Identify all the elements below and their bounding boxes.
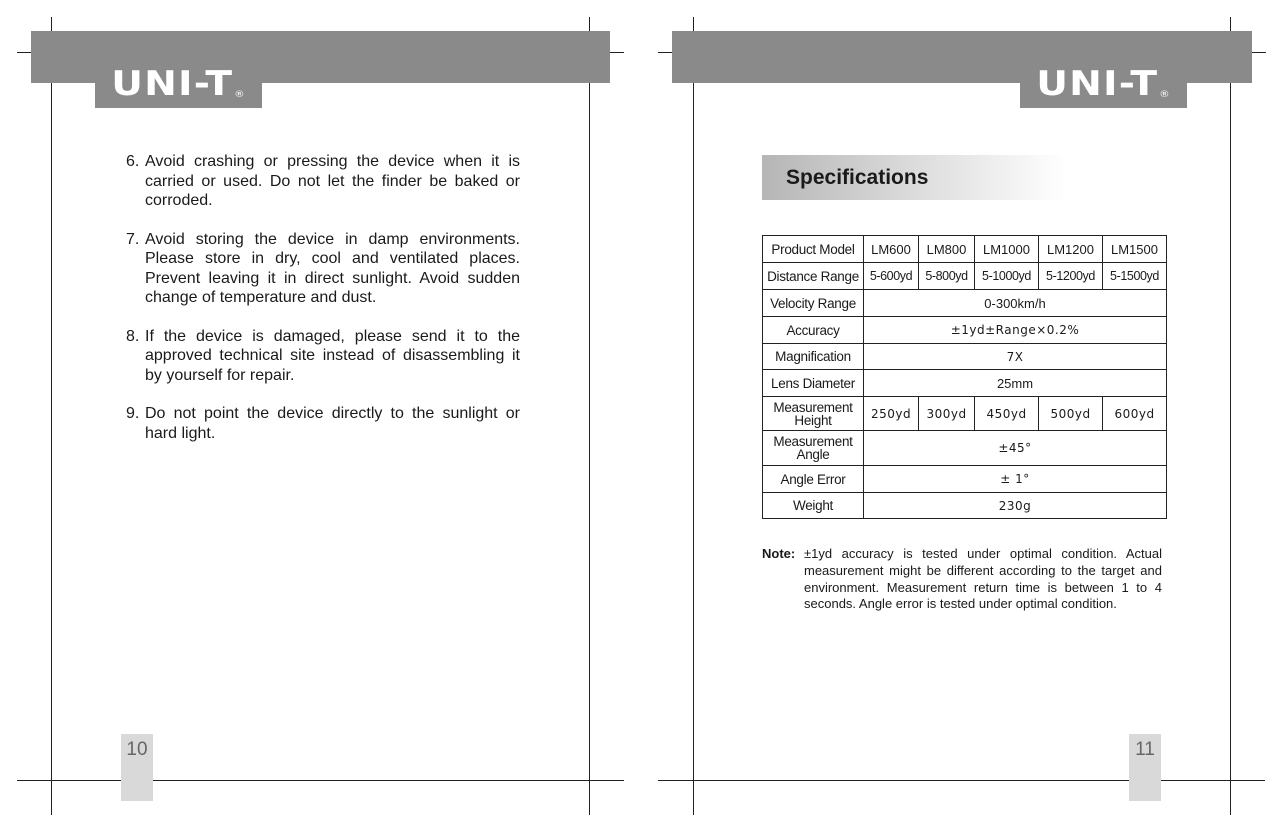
table-row [763,317,1167,344]
note-label: Note: [762,546,796,561]
row-label: Lens Diameter [763,370,864,397]
table-cell: 5-1500yd [1103,263,1167,290]
table-cell: LM600 [864,236,919,263]
table-row [763,344,1167,370]
crop-mark [693,17,694,815]
table-cell: 0-300km/h [864,290,1167,317]
table-row [763,466,1167,493]
page-number-right: 11 [1129,734,1161,801]
crop-mark [17,780,624,781]
row-label: Angle Error [763,466,864,493]
crop-mark [658,780,1265,781]
row-label: Weight [763,493,864,519]
table-cell: 5-1200yd [1039,263,1103,290]
item-number: 9. [126,405,140,422]
item-number: 8. [126,327,140,345]
table-cell: LM800 [919,236,975,263]
logo-box-left [95,60,262,108]
item-number: 6. [126,153,140,170]
row-label: Velocity Range [763,290,864,317]
list-item [126,327,520,386]
list-item [126,152,520,211]
table-row [763,493,1167,519]
care-instructions-list [126,152,520,462]
specifications-heading [762,155,1067,200]
crop-mark [589,17,590,815]
table-cell: 230g [864,493,1167,519]
table-cell: 300yd [919,397,975,431]
spec-note [762,546,1162,613]
table-cell: LM1000 [975,236,1039,263]
item-text: Do not point the device directly to the sunlight or hard light. [145,405,520,442]
brand-logo: UNI-T® [111,64,246,104]
table-row [763,263,1167,290]
table-row [763,290,1167,317]
table-cell: ±45° [864,431,1167,466]
crop-mark [1252,52,1266,53]
list-item [126,404,520,443]
table-row [763,431,1167,466]
section-title: Specifications [786,165,929,189]
table-cell: 500yd [1039,397,1103,431]
row-label: Magnification [763,344,864,370]
table-row [763,397,1167,431]
table-row [763,236,1167,263]
table-cell: LM1200 [1039,236,1103,263]
note-text: ±1yd accuracy is tested under optimal condition. Actual measurement might be different according to the target and environment. Measurement return time is between 1 to 4 seconds. Angle error is tested under optimal condition. [804,546,1162,612]
table-cell: ±1yd±Range×0.2% [864,317,1167,344]
crop-mark [1230,17,1231,815]
crop-mark [51,17,52,815]
table-cell: 7X [864,344,1167,370]
specifications-table [762,235,1167,519]
item-text: Avoid storing the device in damp environments. Please store in dry, cool and ventilated places. Prevent leaving it in direct sunlight. Avoid sudden change of temperature and dust. [145,230,520,306]
item-text: If the device is damaged, please send it to the approved technical site instead of disassembling it by yourself for repair. [145,327,520,384]
table-cell: 5-1000yd [975,263,1039,290]
table-cell: 5-600yd [864,263,919,290]
table-cell: 250yd [864,397,919,431]
table-cell: 600yd [1103,397,1167,431]
table-cell: 5-800yd [919,263,975,290]
table-cell: 450yd [975,397,1039,431]
crop-mark [610,52,624,53]
table-cell: 25mm [864,370,1167,397]
crop-mark [658,52,672,53]
table-row [763,370,1167,397]
item-number: 7. [126,230,140,248]
row-label: Distance Range [763,263,864,290]
row-label: Measurement Angle [763,431,864,466]
row-label: Accuracy [763,317,864,344]
logo-box-right [1020,60,1187,108]
row-label: Product Model [763,236,864,263]
brand-logo: UNI-T® [1036,64,1171,104]
table-cell: LM1500 [1103,236,1167,263]
item-text: Avoid crashing or pressing the device when it is carried or used. Do not let the finder be baked or corroded. [145,153,520,209]
table-cell: ± 1° [864,466,1167,493]
row-label: Measurement Height [763,397,864,431]
list-item [126,230,520,308]
crop-mark [17,52,31,53]
page-number-left: 10 [121,734,153,801]
